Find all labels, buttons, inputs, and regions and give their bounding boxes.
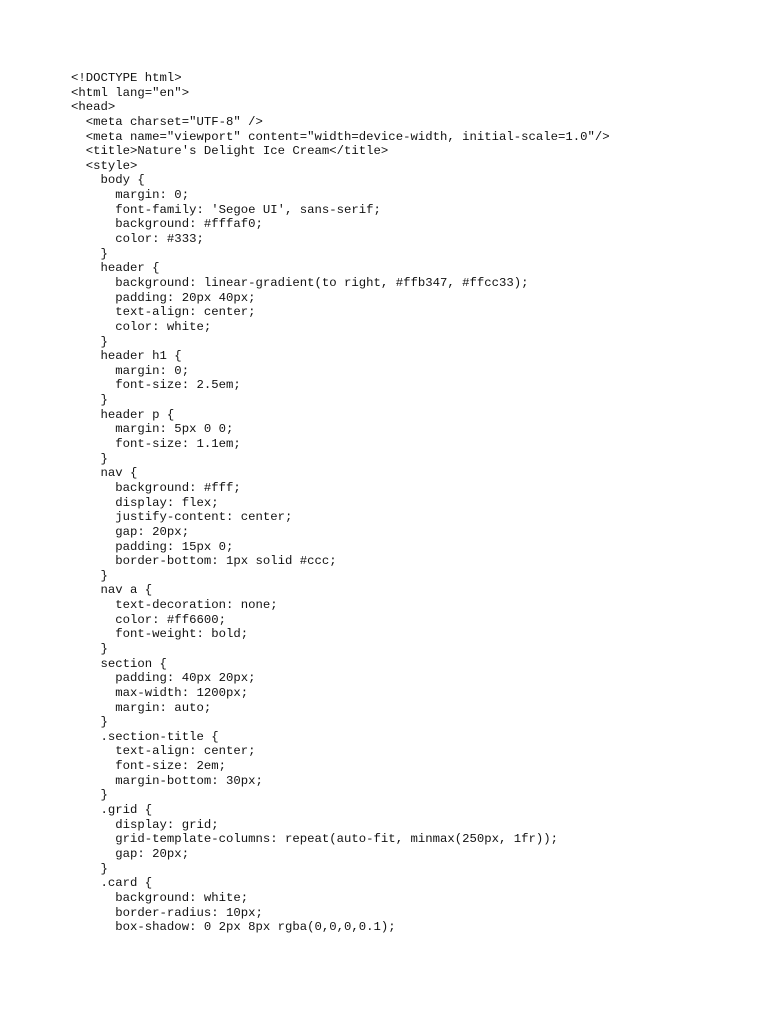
- code-line: <meta name="viewport" content="width=device-width, initial-scale=1.0"/>: [71, 129, 610, 144]
- code-line: <!DOCTYPE html>: [71, 71, 182, 85]
- code-line: display: grid;: [71, 817, 219, 832]
- code-line: header p {: [71, 407, 175, 422]
- code-line: body {: [71, 173, 145, 188]
- code-line: border-bottom: 1px solid #ccc;: [71, 554, 337, 569]
- code-line: header {: [71, 261, 160, 276]
- code-line: padding: 15px 0;: [71, 539, 234, 554]
- code-line: .grid {: [71, 803, 153, 818]
- code-line: color: #ff6600;: [71, 612, 226, 627]
- code-line: }: [71, 641, 108, 656]
- code-line: margin: auto;: [71, 700, 212, 715]
- code-line: <html lang="en">: [71, 85, 190, 100]
- code-line: font-size: 2em;: [71, 759, 226, 774]
- code-line: background: #fffaf0;: [71, 217, 263, 232]
- code-line: border-radius: 10px;: [71, 905, 263, 920]
- code-line: font-family: 'Segoe UI', sans-serif;: [71, 202, 381, 217]
- code-line: text-decoration: none;: [71, 598, 278, 613]
- code-line: <meta charset="UTF-8" />: [71, 114, 263, 129]
- code-line: header h1 {: [71, 349, 182, 364]
- code-line: <head>: [71, 100, 116, 115]
- code-line: .section-title {: [71, 729, 219, 744]
- code-line: padding: 20px 40px;: [71, 290, 256, 305]
- code-line: nav {: [71, 466, 138, 481]
- code-line: <title>Nature's Delight Ice Cream</title>: [71, 144, 389, 159]
- code-line: }: [71, 334, 108, 349]
- code-line: nav a {: [71, 583, 153, 598]
- code-line: }: [71, 568, 108, 583]
- code-line: box-shadow: 0 2px 8px rgba(0,0,0,0.1);: [71, 920, 396, 935]
- code-listing: [71, 71, 610, 935]
- code-line: background: white;: [71, 890, 249, 905]
- code-line: color: #333;: [71, 232, 204, 247]
- code-line: .card {: [71, 876, 153, 891]
- code-line: section {: [71, 656, 167, 671]
- code-line: color: white;: [71, 319, 212, 334]
- code-line: margin: 0;: [71, 188, 190, 203]
- code-line: padding: 40px 20px;: [71, 671, 256, 686]
- code-line: background: linear-gradient(to right, #ffb347, #ffcc33);: [71, 275, 529, 290]
- code-line: }: [71, 788, 108, 803]
- code-line: <style>: [71, 158, 138, 173]
- code-line: margin-bottom: 30px;: [71, 773, 263, 788]
- code-line: grid-template-columns: repeat(auto-fit, minmax(250px, 1fr));: [71, 832, 559, 847]
- code-line: margin: 0;: [71, 363, 190, 378]
- code-line: font-size: 1.1em;: [71, 437, 241, 452]
- code-line: }: [71, 246, 108, 261]
- code-line: }: [71, 393, 108, 408]
- code-line: text-align: center;: [71, 744, 256, 759]
- code-line: margin: 5px 0 0;: [71, 422, 234, 437]
- code-line: background: #fff;: [71, 480, 241, 495]
- code-line: gap: 20px;: [71, 846, 190, 861]
- code-line: max-width: 1200px;: [71, 685, 249, 700]
- code-line: text-align: center;: [71, 305, 256, 320]
- code-line: display: flex;: [71, 495, 219, 510]
- code-line: gap: 20px;: [71, 524, 190, 539]
- code-line: }: [71, 861, 108, 876]
- code-line: justify-content: center;: [71, 510, 293, 525]
- code-line: }: [71, 715, 108, 730]
- code-line: font-weight: bold;: [71, 627, 249, 642]
- code-line: font-size: 2.5em;: [71, 378, 241, 393]
- code-line: }: [71, 451, 108, 466]
